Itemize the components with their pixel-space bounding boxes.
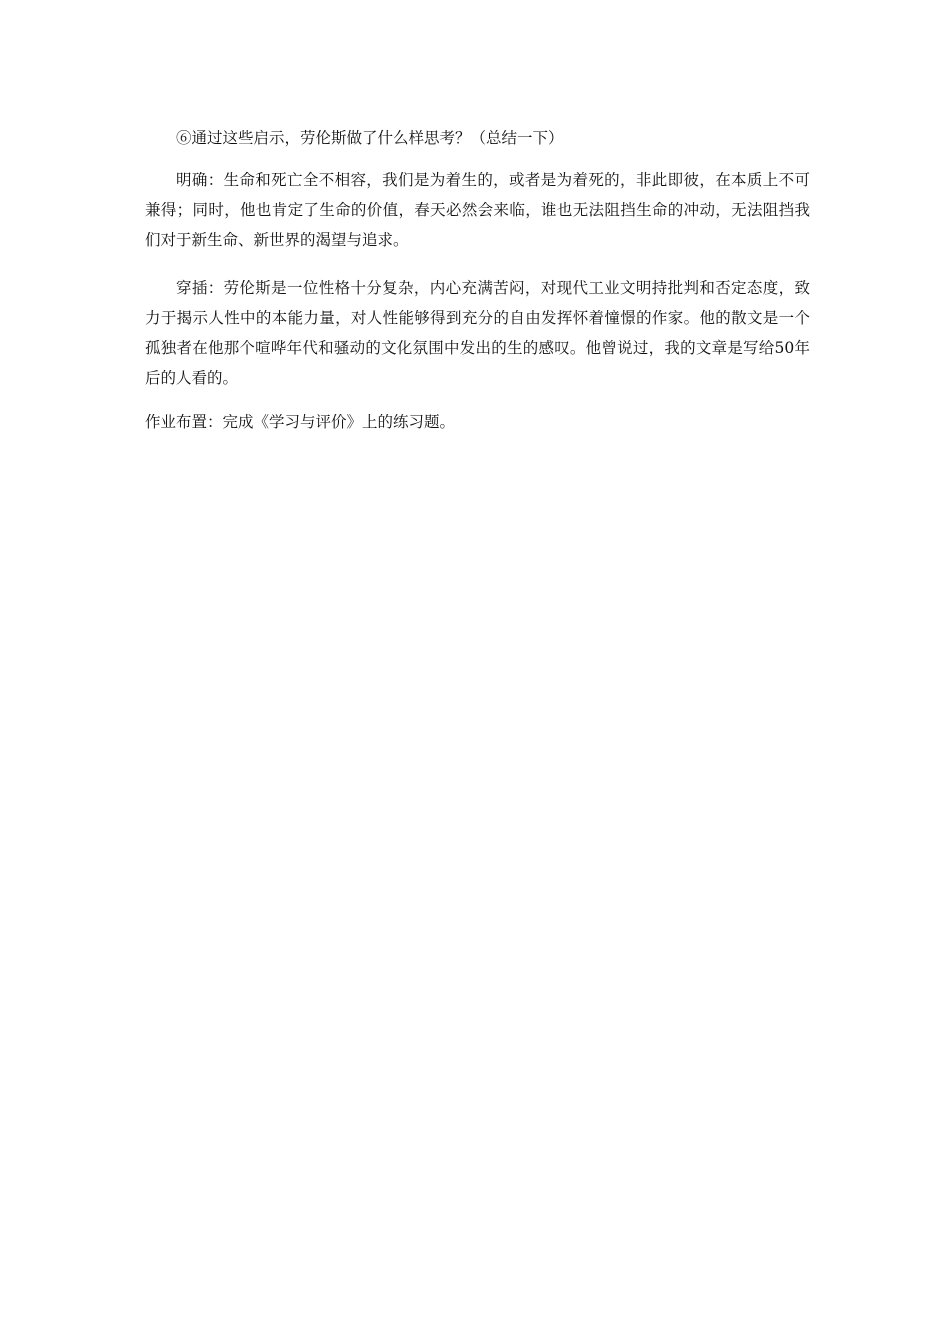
question-paragraph: ⑥通过这些启示，劳伦斯做了什么样思考？（总结一下） — [176, 129, 564, 147]
aside-paragraph: 穿插：劳伦斯是一位性格十分复杂，内心充满苦闷，对现代工业文明持批判和否定态度，致力于揭示人性中的本能力量，对人性能够得到充分的自由发挥怀着憧憬的作家。他的散文是一个孤独者在他那个喧哗年代和骚动的文化氛围中发出的生的感叹。他曾说过，我的文章是写给50年后的人看的。 — [145, 279, 810, 387]
answer-paragraph: 明确：生命和死亡全不相容，我们是为着生的，或者是为着死的，非此即彼，在本质上不可兼得；同时，他也肯定了生命的价值，春天必然会来临，谁也无法阻挡生命的冲动，无法阻挡我们对于新生命、新世界的渴望与追求。 — [145, 171, 810, 249]
document-body — [145, 123, 810, 437]
homework-paragraph: 作业布置：完成《学习与评价》上的练习题。 — [145, 413, 456, 431]
